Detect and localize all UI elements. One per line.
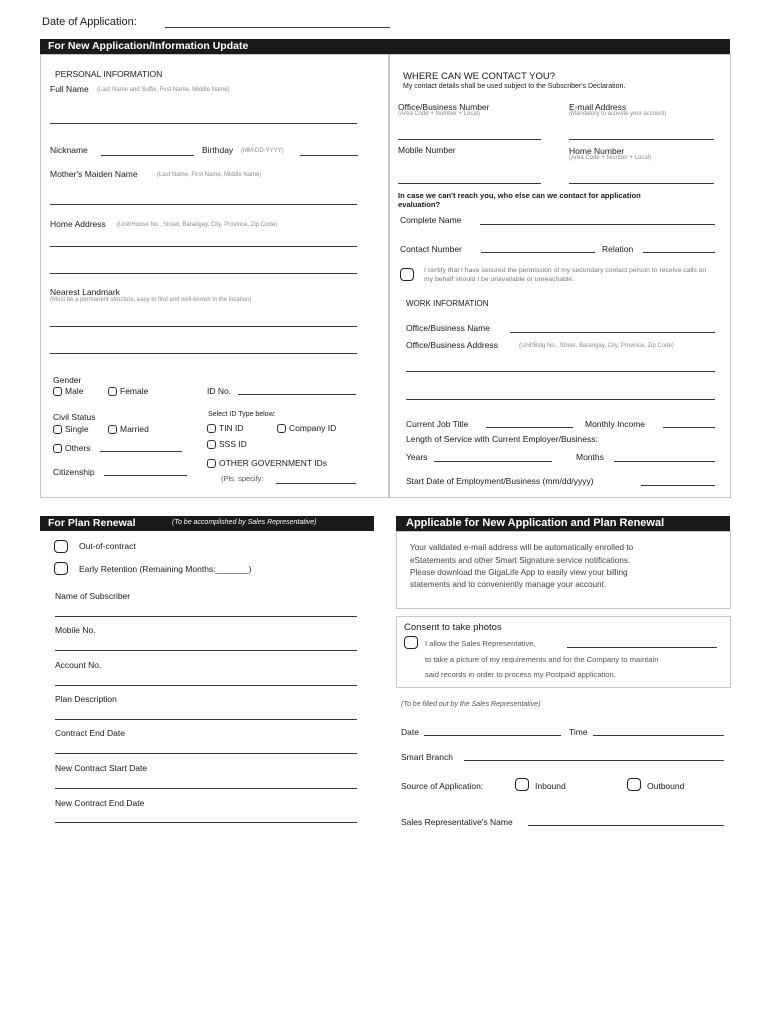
married-label: Married — [120, 424, 149, 434]
years-label: Years — [406, 452, 428, 462]
applicable-line: eStatements and other Smart Signature service notifications. — [410, 556, 631, 565]
home-number-field[interactable] — [569, 183, 714, 184]
contact-number-label: Contact Number — [400, 244, 462, 254]
cant-reach-text: In case we can't reach you, who else can we contact for application evaluation? — [398, 191, 641, 209]
smart-branch-field[interactable] — [464, 760, 724, 761]
email-field[interactable] — [569, 139, 714, 140]
sss-id-label: SSS ID — [219, 439, 247, 449]
early-retention-checkbox[interactable] — [54, 562, 68, 575]
office-number-hint: (Area Code + Number + Local) — [398, 111, 481, 117]
maiden-name-hint: (Last Name, First Name, Middle Name) — [157, 172, 262, 178]
email-hint: (Mandatory to activate your account) — [569, 111, 667, 117]
company-id-label: Company ID — [289, 423, 337, 433]
applicable-line: statements and to conveniently manage your account. — [410, 580, 607, 589]
male-checkbox[interactable] — [53, 387, 62, 396]
months-field[interactable] — [614, 461, 715, 462]
office-number-field[interactable] — [398, 139, 541, 140]
tin-id-label: TIN ID — [219, 423, 244, 433]
months-label: Months — [576, 452, 604, 462]
inbound-label: Inbound — [535, 781, 566, 791]
out-of-contract-label: Out-of-contract — [79, 541, 136, 551]
applicable-line: Please download the GigaLife App to easily view your billing — [410, 568, 628, 577]
pls-specify-label: (Pls. specify: — [221, 474, 264, 483]
office-number-label: Office/Business Number — [398, 102, 490, 112]
email-label: E-mail Address — [569, 102, 627, 112]
gender-label: Gender — [53, 375, 82, 385]
personal-info-heading: PERSONAL INFORMATION — [55, 69, 163, 79]
renewal-field-label: Account No. — [55, 660, 102, 670]
renewal-field-line[interactable] — [55, 822, 357, 823]
mobile-number-field[interactable] — [398, 183, 541, 184]
birthday-hint: (MM-DD-YYYY) — [241, 148, 284, 154]
renewal-field-label: Name of Subscriber — [55, 591, 131, 601]
nickname-label: Nickname — [50, 145, 88, 155]
office-name-label: Office/Business Name — [406, 323, 490, 333]
full-name-field[interactable] — [50, 123, 357, 124]
home-address-field-1[interactable] — [50, 246, 357, 247]
landmark-field-2[interactable] — [50, 353, 357, 354]
plan-renewal-title: For Plan Renewal — [48, 517, 136, 529]
id-no-label: ID No. — [207, 386, 232, 396]
sales-rep-name-field[interactable] — [528, 825, 724, 826]
home-address-label: Home Address — [50, 219, 106, 229]
applicable-line: Your validated e-mail address will be automatically enrolled to — [410, 543, 634, 552]
years-field[interactable] — [434, 461, 552, 462]
office-address-field-1[interactable] — [406, 371, 715, 372]
monthly-income-field[interactable] — [663, 427, 715, 428]
date-field[interactable] — [424, 735, 561, 736]
other-gov-id-checkbox[interactable] — [207, 459, 216, 468]
renewal-field-line[interactable] — [55, 788, 357, 789]
new-application-title: For New Application/Information Update — [48, 40, 249, 52]
civil-status-label: Civil Status — [53, 412, 96, 422]
full-name-hint: (Last Name and Suffix, First Name, Middle Name) — [97, 87, 230, 93]
contact-number-field[interactable] — [481, 252, 595, 253]
consent-checkbox[interactable] — [404, 636, 418, 649]
others-checkbox[interactable] — [53, 444, 62, 453]
start-date-field[interactable] — [641, 485, 715, 486]
select-id-label: Select ID Type below: — [208, 411, 276, 418]
outbound-label: Outbound — [647, 781, 685, 791]
full-name-label: Full Name — [50, 84, 89, 94]
complete-name-label: Complete Name — [400, 215, 462, 225]
complete-name-field[interactable] — [480, 224, 715, 225]
renewal-field-label: New Contract End Date — [55, 798, 145, 808]
sales-rep-name-label: Sales Representative's Name — [401, 817, 513, 827]
landmark-label: Nearest Landmark — [50, 287, 120, 297]
applicable-title: Applicable for New Application and Plan Renewal — [406, 517, 665, 529]
start-date-label: Start Date of Employment/Business (mm/dd/yyyy) — [406, 476, 594, 486]
job-title-label: Current Job Title — [406, 419, 469, 429]
monthly-income-label: Monthly Income — [585, 419, 645, 429]
outbound-checkbox[interactable] — [627, 778, 641, 791]
office-address-label: Office/Business Address — [406, 340, 498, 350]
home-address-field-2[interactable] — [50, 273, 357, 274]
renewal-field-line[interactable] — [55, 616, 357, 617]
length-of-service-label: Length of Service with Current Employer/Business: — [406, 434, 598, 444]
certify-checkbox[interactable] — [400, 268, 414, 281]
other-gov-id-label: OTHER GOVERNMENT IDs — [219, 458, 327, 468]
source-of-application-label: Source of Application: — [401, 781, 484, 791]
birthday-field[interactable] — [300, 155, 358, 156]
consent-line: to take a picture of my requirements and for the Company to maintain — [425, 655, 659, 664]
renewal-field-label: Contract End Date — [55, 728, 125, 738]
home-number-label: Home Number — [569, 146, 625, 156]
birthday-label: Birthday — [202, 145, 234, 155]
office-address-hint: (Unit/Bldg No., Street, Barangay, City, Province, Zip Code) — [519, 343, 674, 349]
single-label: Single — [65, 424, 89, 434]
relation-label: Relation — [602, 244, 634, 254]
landmark-hint: (Must be a permanent structure, easy to find and well-known in the location) — [50, 297, 252, 303]
renewal-field-line[interactable] — [55, 753, 357, 754]
mobile-number-label: Mobile Number — [398, 145, 456, 155]
consent-title: Consent to take photos — [404, 622, 502, 633]
married-checkbox[interactable] — [108, 425, 117, 434]
office-name-field[interactable] — [510, 332, 715, 333]
id-no-field[interactable] — [238, 394, 356, 395]
sss-id-checkbox[interactable] — [207, 440, 216, 449]
relation-field[interactable] — [643, 252, 715, 253]
nickname-field[interactable] — [101, 155, 194, 156]
early-retention-label: Early Retention (Remaining Months:_______) — [79, 564, 252, 574]
certify-text: I certify that I have secured the permission of my secondary contact person to receive calls on my behalf should I be unavailable or unreachable. — [424, 267, 707, 283]
out-of-contract-checkbox[interactable] — [54, 540, 68, 553]
smart-branch-label: Smart Branch — [401, 752, 453, 762]
others-field[interactable] — [100, 451, 182, 452]
office-address-field-2[interactable] — [406, 399, 715, 400]
renewal-field-label: New Contract Start Date — [55, 763, 148, 773]
landmark-field-1[interactable] — [50, 326, 357, 327]
contact-heading: WHERE CAN WE CONTACT YOU? — [403, 71, 556, 82]
tin-id-checkbox[interactable] — [207, 424, 216, 433]
applicable-header — [396, 516, 730, 531]
work-info-heading: WORK INFORMATION — [406, 299, 489, 308]
job-title-field[interactable] — [486, 427, 573, 428]
contact-subheading: My contact details shall be used subject to the Subscriber's Declaration. — [403, 83, 626, 90]
renewal-field-label: Plan Description — [55, 694, 117, 704]
time-label: Time — [569, 727, 588, 737]
citizenship-label: Citizenship — [53, 467, 95, 477]
date-of-application-label: Date of Application: — [42, 16, 137, 28]
male-label: Male — [65, 386, 84, 396]
single-checkbox[interactable] — [53, 425, 62, 434]
new-application-header — [40, 39, 730, 54]
renewal-field-line[interactable] — [55, 685, 357, 686]
consent-line: said records in order to process my Postpaid application. — [425, 670, 616, 679]
renewal-field-line[interactable] — [55, 650, 357, 651]
inbound-checkbox[interactable] — [515, 778, 529, 791]
filled-out-note: (To be filled out by the Sales Representative) — [401, 701, 541, 708]
maiden-name-label: Mother's Maiden Name — [50, 169, 138, 179]
citizenship-field[interactable] — [104, 475, 187, 476]
pls-specify-field[interactable] — [276, 483, 356, 484]
plan-renewal-note: (To be accomplished by Sales Representative) — [172, 519, 317, 526]
female-label: Female — [120, 386, 149, 396]
company-id-checkbox[interactable] — [277, 424, 286, 433]
sales-rep-consent-field[interactable] — [567, 647, 717, 648]
home-number-hint: (Area Code + Number + Local) — [569, 155, 652, 161]
date-label: Date — [401, 727, 419, 737]
plan-renewal-header — [40, 516, 374, 531]
maiden-name-field[interactable] — [50, 204, 357, 205]
time-field[interactable] — [593, 735, 724, 736]
renewal-field-line[interactable] — [55, 719, 357, 720]
others-label: Others — [65, 443, 91, 453]
home-address-hint: (Unit/House No., Street, Barangay, City, Province, Zip Code) — [117, 222, 278, 228]
renewal-field-label: Mobile No. — [55, 625, 96, 635]
consent-line: I allow the Sales Representative, — [425, 639, 536, 648]
date-of-application-field[interactable] — [165, 27, 390, 28]
female-checkbox[interactable] — [108, 387, 117, 396]
